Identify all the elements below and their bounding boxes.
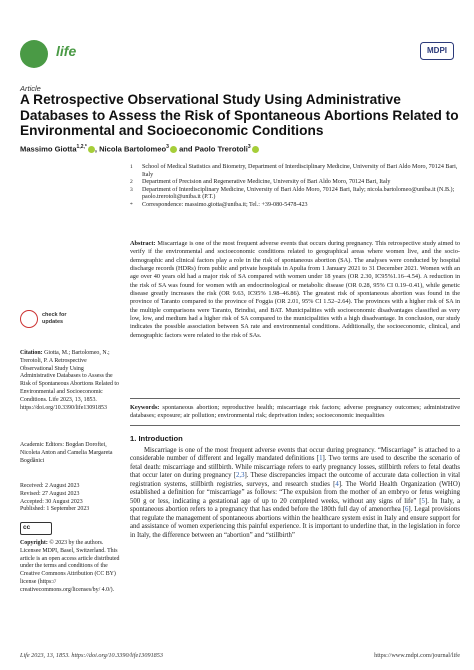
affiliation-text: Correspondence: massimo.giotta@uniba.it; Tel.: +39-080-5478-423 [142,201,308,208]
intro-text: ]. Two terms are used to describe the scenario of fetal death: miscarriage and stillbirth. While miscarriage refers to early pregnancy losses, stillbirth refers to fetal deaths that occur later on during pregnancy [ [130,455,460,480]
intro-text: ]. Legal provisions that regulate the management of spontaneous abortions within the healthcare system exist in Italy and ensure support for and assistance of women experiencing this painful experience. It is important to underline that, in the legislation in force in Italy, the difference between an “abortion” and “stillbirth” [130,506,460,539]
divider [130,425,460,426]
author-name[interactable]: Paolo Trerotoli [194,144,248,154]
citation-link[interactable]: 2,3 [236,472,245,480]
published-date: Published: 1 September 2023 [20,506,90,513]
updates-label: check for updates [42,312,67,325]
abstract [130,240,460,340]
keywords-label: Keywords: [130,404,160,411]
check-for-updates-badge[interactable] [20,308,80,334]
affiliation-item [130,164,460,179]
affiliation-text: Department of Interdisciplinary Medicine, University of Bari Aldo Moro, 70124 Bari, Italy; nicola.bartolomeo@uniba.it (N.B.); paolo.trerotoli@uniba.it (P.T.) [142,186,455,201]
publisher-name: MDPI [427,46,447,55]
affiliation-text: Department of Precision and Regenerative Medicine, University of Bari Aldo Moro, 70124 Bari, Italy [142,179,391,186]
citation-link[interactable]: 5 [421,497,425,505]
affiliation-number: 2 [130,179,133,186]
cc-license-icon[interactable]: cc [20,522,52,535]
abstract-label: Abstract: [130,240,156,247]
footer-journal-url[interactable]: https://www.mdpi.com/journal/life [374,652,460,659]
author-separator: and [176,144,195,154]
footer-citation[interactable]: Life 2023, 13, 1853. https://doi.org/10.3390/life13091853 [20,652,163,659]
orcid-icon[interactable] [170,146,177,153]
citation-text: Giotta, M.; Bartolomeo, N.; Trerotoli, P. A Retrospective Observational Study Using Administrative Databases to Assess the Risk of Spontaneous Abortions Related to Environmental and Socioeconomic Conditions. Life 2023, 13, 1853. https://doi.org/10.3390/life13091853 [20,350,119,411]
keywords [130,404,460,421]
abstract-text: Miscarriage is one of the most frequent adverse events that occurs during pregnancy. This retrospective study aimed to verify if the environmental and socioeconomic conditions related to geographical areas where women live, and the socio-demographic and clinical factors play a role in the risk of spontaneous abortion (SA). The analyses were conducted by hospital discharge records (HDRs) from public and private hospitals in Apulia from 1 January 2021 to 31 December 2021. Women with an age over 40 years old had a major risk of SA compared with women under 18 years (OR 2.30, IC95%1.16–4.54). A reduction in the risk of SA was found for women with an endocrinological or metabolic disease (OR 0.28, 95% CI 0.19–0.41), while genetic disease greatly increases the risk (OR 9.63, IC95% 1.98–46.86). The greatest risk of spontaneous abortion was found in the province of Taranto compared to the province of Foggia (OR 2.01, 95% CI 1.52–2.64). The provinces with a higher risk of SA in the multiple comparisons were Taranto, Brindisi, and BAT. Municipalities with socioeconomic disadvantages classified as very low, low, and medium had a higher risk of SA compared to the municipalities with a high disadvantage. In conclusion, our study indicates the possible association between SA rate and environmental conditions. Additionally, the socioeconomic, clinical, and demographic factors were related to the risk of SAs. [130,240,461,339]
publisher-logo [420,42,454,60]
revised-date: Revised: 27 August 2023 [20,490,80,497]
updates-icon [20,310,38,328]
citation-label: Citation: [20,350,43,356]
orcid-icon[interactable] [252,146,259,153]
article-title: A Retrospective Observational Study Using Administrative Databases to Assess the Risk of Spontaneous Abortions Related to Environmental and Socioeconomic Conditions [20,92,459,138]
affiliation-number: 1 [130,164,133,170]
copyright-block [20,540,120,595]
affiliation-item [130,202,460,210]
journal-name: life [56,43,77,59]
copyright-label: Copyright: [20,540,48,546]
section-heading: 1. Introduction [130,434,183,443]
orcid-icon[interactable] [88,146,95,153]
affiliation-item [130,187,460,202]
citation-link[interactable]: 4 [335,480,339,488]
divider [130,398,460,399]
affiliation-number: 3 [130,186,133,193]
intro-paragraph [130,447,460,540]
affiliation-item [130,179,460,187]
keywords-text: spontaneous abortion; reproductive health; miscarriage risk factors; adverse pregnancy outcomes; administrative databases; exposure; air pollution; environmental risk; deprivation index; socioeconomic inequalities [130,404,460,420]
author-list [20,144,460,154]
intro-text: ]. These discrepancies impact the outcome of accurate data collection in vital registration systems, stillbirth registries, surveys, and research studies [ [130,472,460,488]
affiliations [130,164,460,210]
intro-text: ]. The World Health Organization (WHO) established a definition for “miscarriage” as follows: “The expulsion from the mother of an embryo or fetus weighing 500 g or less, indicating a gestational age of up to 20 completed weeks, without any signs of life” [ [130,480,460,505]
received-date: Received: 2 August 2023 [20,483,80,489]
academic-editors: Academic Editors: Bogdan Doroftei, Nicoleta Anton and Camelia Margareta Bogdănici [20,442,113,464]
author-affiliation: 1,2,* [76,144,87,150]
citation-link[interactable]: 6 [404,506,409,514]
journal-logo [20,40,48,68]
citation-link[interactable]: 1 [319,455,323,463]
author-affiliation: 3 [166,144,169,150]
affiliation-text: School of Medical Statistics and Biometry, Department of Interdisciplinary Medicine, University of Bari Aldo Moro, 70124 Bari, Italy [142,164,458,178]
article-type: Article [20,84,41,93]
author-affiliation: 3 [247,144,251,150]
citation-block [20,350,120,412]
intro-text: Miscarriage is one of the most frequent adverse events that occur during pregnancy. “Miscarriage” is attached to a considerable number of different and legally mandated definitions [ [130,447,460,463]
author-name[interactable]: Massimo Giotta [20,144,77,154]
author-separator: , [94,144,100,154]
affiliation-number: * [130,201,133,208]
copyright-text: © 2023 by the authors. Licensee MDPI, Basel, Switzerland. This article is an open access article distributed under the terms and conditions of the Creative Commons Attribution (CC BY) license (https:// creativecommons.org/licenses/by/ 4.0/). [20,540,120,593]
intro-text: ]. In Italy, a spontaneous abortion refers to a pregnancy that has ended before the 180th full day of amenorrhea [ [130,497,461,514]
author-name[interactable]: Nicola Bartolomeo [99,144,167,154]
accepted-date: Accepted: 30 August 2023 [20,498,83,505]
article-dates [20,483,120,514]
